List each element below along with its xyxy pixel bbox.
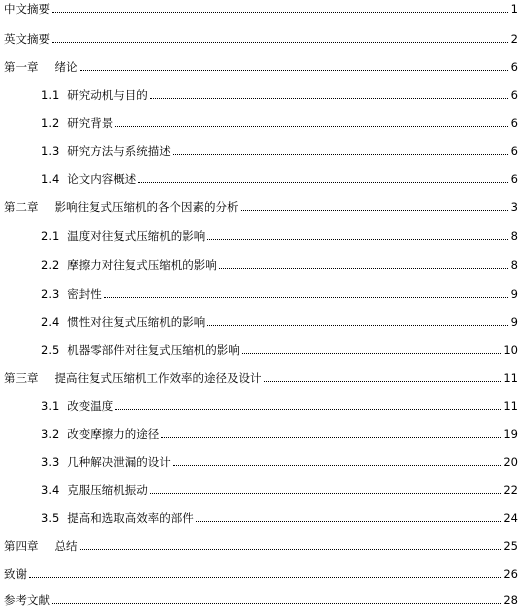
toc-leader-dots xyxy=(241,209,509,211)
toc-leader-dots xyxy=(196,520,502,522)
toc-entry[interactable] xyxy=(0,453,518,469)
toc-entry[interactable] xyxy=(0,285,518,301)
toc-leader-dots xyxy=(52,11,508,13)
toc-leader-dots xyxy=(264,380,502,382)
toc-leader-dots xyxy=(207,238,508,240)
toc-entry-page: 8 xyxy=(510,258,518,272)
toc-entry-title: 密封性 xyxy=(67,287,102,301)
toc-entry[interactable] xyxy=(0,537,518,553)
toc-entry[interactable] xyxy=(0,425,518,441)
toc-entry-page: 11 xyxy=(503,371,518,385)
toc-entry-title: 总结 xyxy=(54,539,78,553)
toc-entry[interactable] xyxy=(0,58,518,74)
toc-entry-title: 几种解决泄漏的设计 xyxy=(67,455,171,469)
toc-entry-number: 2.3 xyxy=(41,287,60,301)
toc-entry-page: 19 xyxy=(503,427,518,441)
toc-entry-title: 英文摘要 xyxy=(4,32,50,46)
toc-entry-title: 致谢 xyxy=(4,567,27,581)
toc-entry-number: 3.3 xyxy=(41,455,60,469)
toc-entry[interactable] xyxy=(0,565,518,581)
toc-entry-title: 提高和选取高效率的部件 xyxy=(67,511,194,525)
toc-entry-page: 6 xyxy=(510,60,518,74)
toc-leader-dots xyxy=(115,408,501,410)
toc-entry-title: 提高往复式压缩机工作效率的途径及设计 xyxy=(54,371,262,385)
toc-entry-title: 绪论 xyxy=(54,60,78,74)
toc-entry[interactable] xyxy=(0,591,518,607)
toc-leader-dots xyxy=(80,69,509,71)
toc-entry-number: 2.1 xyxy=(41,229,60,243)
toc-entry-title: 影响往复式压缩机的各个因素的分析 xyxy=(54,200,239,214)
toc-entry-page: 10 xyxy=(503,343,518,357)
toc-leader-dots xyxy=(207,324,508,326)
toc-entry-page: 25 xyxy=(503,539,518,553)
toc-entry-number: 1.3 xyxy=(41,144,60,158)
toc-entry[interactable] xyxy=(0,509,518,525)
toc-entry[interactable] xyxy=(0,170,518,186)
toc-leader-dots xyxy=(29,576,501,578)
toc-entry-page: 6 xyxy=(510,144,518,158)
toc-leader-dots xyxy=(115,125,508,127)
toc-entry-page: 8 xyxy=(510,229,518,243)
toc-entry[interactable] xyxy=(0,397,518,413)
toc-entry-page: 20 xyxy=(503,455,518,469)
toc-leader-dots xyxy=(52,602,501,604)
toc-entry[interactable] xyxy=(0,227,518,243)
toc-entry-title: 研究背景 xyxy=(67,116,114,130)
toc-entry-number: 2.5 xyxy=(41,343,60,357)
toc-entry-number: 2.4 xyxy=(41,315,60,329)
toc-entry[interactable] xyxy=(0,142,518,158)
toc-entry-title: 改变摩擦力的途径 xyxy=(67,427,160,441)
toc-entry[interactable] xyxy=(0,0,518,16)
toc-entry-title: 惯性对往复式压缩机的影响 xyxy=(67,315,206,329)
toc-entry-page: 6 xyxy=(510,172,518,186)
toc-leader-dots xyxy=(52,41,508,43)
toc-leader-dots xyxy=(138,181,508,183)
toc-entry[interactable] xyxy=(0,341,518,357)
toc-entry-number: 3.5 xyxy=(41,511,60,525)
toc-entry-page: 9 xyxy=(510,315,518,329)
toc-leader-dots xyxy=(80,548,502,550)
toc-entry-page: 11 xyxy=(503,399,518,413)
toc-leader-dots xyxy=(161,436,501,438)
toc-entry[interactable] xyxy=(0,313,518,329)
toc-entry-page: 24 xyxy=(503,511,518,525)
toc-entry-number: 2.2 xyxy=(41,258,60,272)
toc-entry[interactable] xyxy=(0,256,518,272)
toc-entry-number: 第四章 xyxy=(4,539,39,553)
toc-entry-page: 28 xyxy=(503,593,518,607)
toc-leader-dots xyxy=(104,296,508,298)
toc-entry[interactable] xyxy=(0,30,518,46)
toc-entry-page: 22 xyxy=(503,483,518,497)
toc-leader-dots xyxy=(173,153,508,155)
toc-entry-title: 论文内容概述 xyxy=(67,172,137,186)
toc-entry[interactable] xyxy=(0,198,518,214)
toc-entry-number: 第三章 xyxy=(4,371,39,385)
toc-entry-title: 中文摘要 xyxy=(4,2,50,16)
toc-entry-page: 26 xyxy=(503,567,518,581)
toc-entry-page: 2 xyxy=(510,32,518,46)
toc-entry-page: 1 xyxy=(510,2,518,16)
toc-entry-page: 3 xyxy=(510,200,518,214)
toc-entry-title: 机器零部件对往复式压缩机的影响 xyxy=(67,343,240,357)
toc-entry[interactable] xyxy=(0,114,518,130)
toc-entry-title: 研究方法与系统描述 xyxy=(67,144,171,158)
toc-entry-number: 1.2 xyxy=(41,116,60,130)
toc-entry-title: 改变温度 xyxy=(67,399,114,413)
toc-entry-title: 参考文献 xyxy=(4,593,50,607)
toc-entry-title: 研究动机与目的 xyxy=(67,88,148,102)
toc-entry-page: 9 xyxy=(510,287,518,301)
toc-entry-number: 3.1 xyxy=(41,399,60,413)
toc-leader-dots xyxy=(242,352,502,354)
toc-entry-number: 1.4 xyxy=(41,172,60,186)
toc-entry-number: 1.1 xyxy=(41,88,60,102)
toc-entry-page: 6 xyxy=(510,88,518,102)
toc-entry-title: 摩擦力对往复式压缩机的影响 xyxy=(67,258,217,272)
toc-leader-dots xyxy=(150,492,502,494)
toc-entry-number: 第二章 xyxy=(4,200,39,214)
toc-leader-dots xyxy=(219,267,508,269)
toc-entry-page: 6 xyxy=(510,116,518,130)
toc-entry-number: 3.4 xyxy=(41,483,60,497)
toc-entry-number: 3.2 xyxy=(41,427,60,441)
toc-entry-number: 第一章 xyxy=(4,60,39,74)
toc-entry[interactable] xyxy=(0,481,518,497)
toc-leader-dots xyxy=(173,464,502,466)
toc-entry[interactable] xyxy=(0,86,518,102)
toc-entry[interactable] xyxy=(0,369,518,385)
toc-entry-title: 温度对往复式压缩机的影响 xyxy=(67,229,206,243)
toc-leader-dots xyxy=(150,97,508,99)
toc-entry-title: 克服压缩机振动 xyxy=(67,483,148,497)
